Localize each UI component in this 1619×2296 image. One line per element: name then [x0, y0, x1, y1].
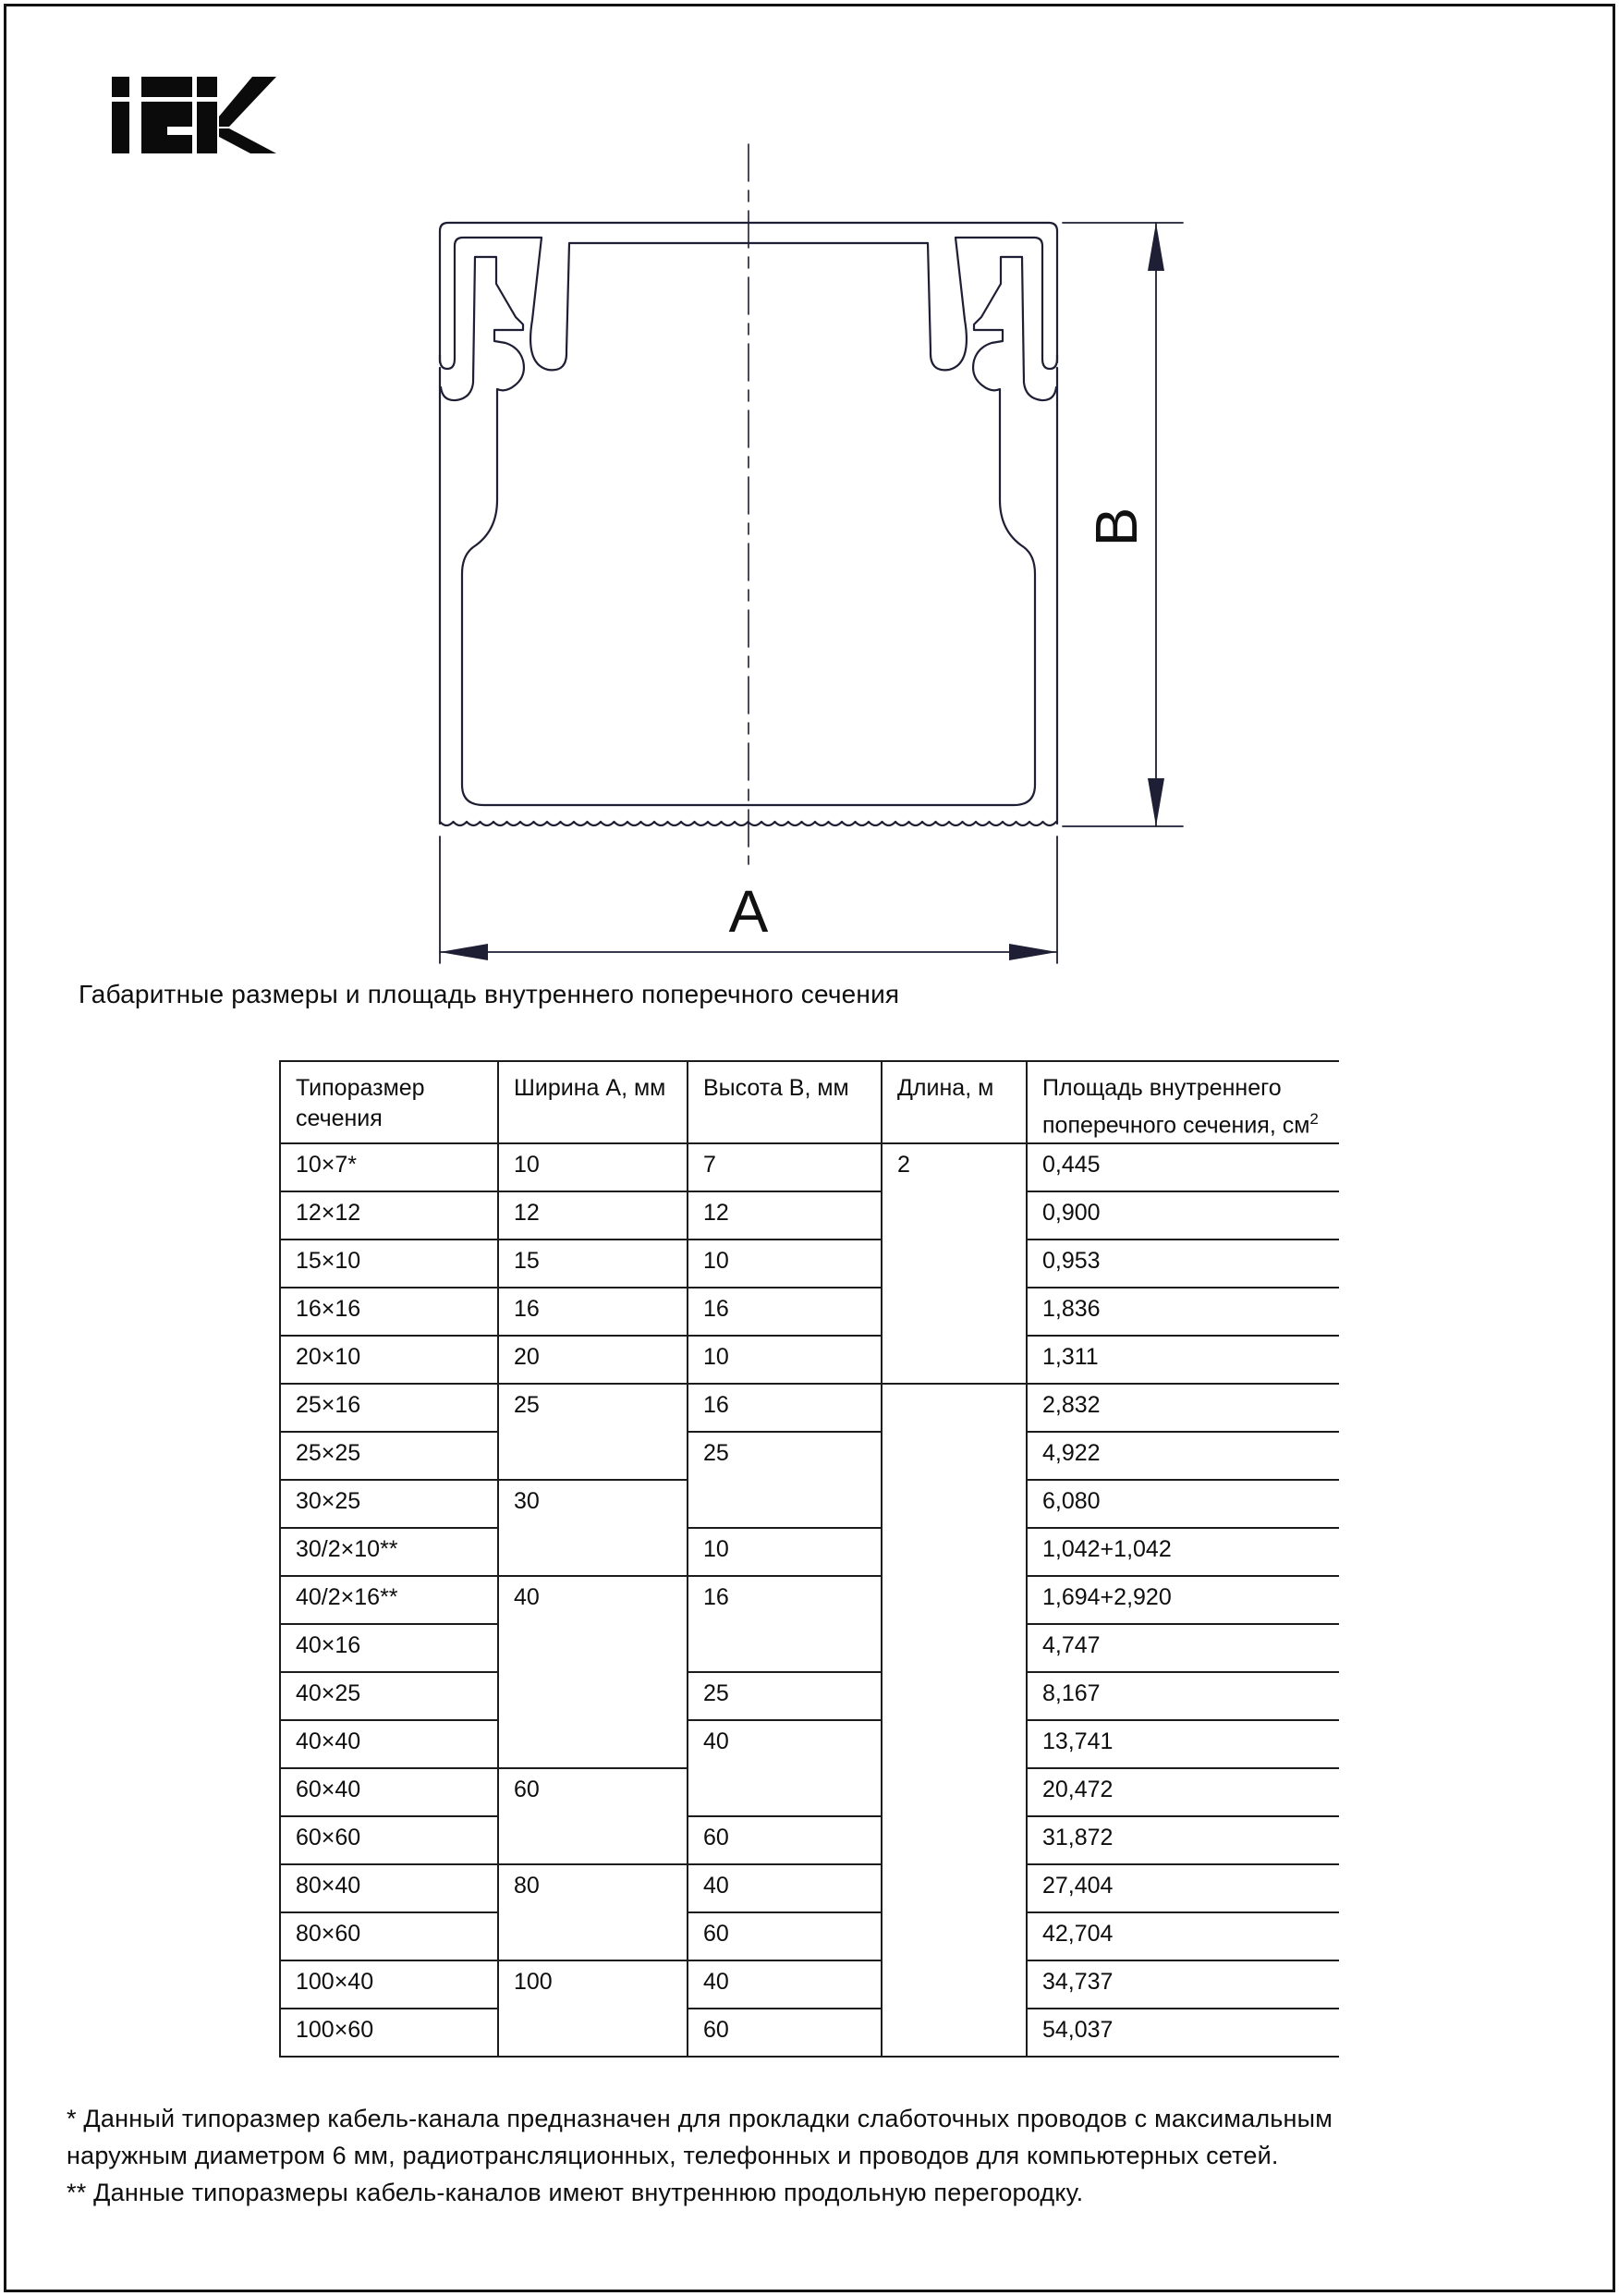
height-cell: 16: [688, 1384, 882, 1432]
area-cell: 6,080: [1027, 1480, 1339, 1528]
size-cell: 20×10: [280, 1336, 498, 1384]
size-cell: 40/2×16**: [280, 1576, 498, 1624]
height-cell: 16: [688, 1288, 882, 1336]
size-cell: 25×25: [280, 1432, 498, 1480]
area-cell: 54,037: [1027, 2009, 1339, 2057]
size-cell: 60×40: [280, 1768, 498, 1816]
area-cell: 20,472: [1027, 1768, 1339, 1816]
table-row: [280, 1191, 1339, 1240]
width-cell: 25: [498, 1384, 688, 1480]
size-cell: 80×60: [280, 1912, 498, 1960]
dimension-a-label: A: [728, 878, 769, 945]
arrowhead-b-bottom: [1148, 778, 1164, 826]
width-cell: 60: [498, 1768, 688, 1864]
header-length: Длина, м: [882, 1061, 1027, 1143]
table-row: [280, 1960, 1339, 2009]
header-area-sup: 2: [1309, 1110, 1319, 1128]
header-size: Типоразмер сечения: [280, 1061, 498, 1143]
table-header: [280, 1061, 1339, 1143]
header-width: Ширина А, мм: [498, 1061, 688, 1143]
dimension-b: [1063, 223, 1183, 826]
table-row: [280, 1576, 1339, 1624]
size-cell: 60×60: [280, 1816, 498, 1864]
height-cell: 25: [688, 1672, 882, 1720]
area-cell: 0,445: [1027, 1143, 1339, 1191]
section-title: Габаритные размеры и площадь внутреннего поперечного сечения: [79, 980, 900, 1008]
length-cell-empty: [882, 1384, 1027, 2057]
height-cell: 40: [688, 1960, 882, 2009]
width-cell: 20: [498, 1336, 688, 1384]
size-cell: 100×60: [280, 2009, 498, 2057]
size-cell: 30×25: [280, 1480, 498, 1528]
logo-e-body: [141, 102, 192, 153]
area-cell: 1,836: [1027, 1288, 1339, 1336]
iek-logo: [92, 65, 291, 162]
table-row: [280, 1528, 1339, 1576]
logo-i-dot: [112, 77, 129, 97]
area-cell: 1,042+1,042: [1027, 1528, 1339, 1576]
table-row: [280, 1720, 1339, 1768]
table-row: [280, 1816, 1339, 1864]
logo-e-top: [141, 77, 192, 97]
width-cell: 16: [498, 1288, 688, 1336]
height-cell: 40: [688, 1864, 882, 1912]
area-cell: 4,747: [1027, 1624, 1339, 1672]
header-row: [280, 1061, 1339, 1143]
size-cell: 40×40: [280, 1720, 498, 1768]
height-cell: 7: [688, 1143, 882, 1191]
width-cell: 40: [498, 1576, 688, 1768]
dimensions-table: [279, 1060, 1339, 2058]
logo-k-stem-top: [197, 77, 217, 97]
table-row: [280, 1432, 1339, 1480]
iek-logo-glyphs: [112, 77, 276, 153]
table-body: [280, 1143, 1339, 2057]
profile-right-half: [749, 223, 1057, 824]
area-cell: 34,737: [1027, 1960, 1339, 2009]
header-area: [1027, 1061, 1339, 1143]
height-cell: 12: [688, 1191, 882, 1240]
height-cell: 60: [688, 1912, 882, 1960]
area-cell: 13,741: [1027, 1720, 1339, 1768]
header-area-text: Площадь внутреннего поперечного сечения, см: [1042, 1075, 1310, 1139]
tooth-left-edge: [441, 257, 475, 400]
area-cell: 0,900: [1027, 1191, 1339, 1240]
table-row: [280, 1336, 1339, 1384]
area-cell: 27,404: [1027, 1864, 1339, 1912]
width-cell: 15: [498, 1240, 688, 1288]
wall-latch-tooth-and-inner-wall: [462, 257, 749, 805]
size-cell: 10×7*: [280, 1143, 498, 1191]
area-cell: 31,872: [1027, 1816, 1339, 1864]
size-cell: 15×10: [280, 1240, 498, 1288]
height-cell: 60: [688, 2009, 882, 2057]
height-cell: 10: [688, 1336, 882, 1384]
length-cell: 2: [882, 1143, 1027, 1384]
area-cell: 8,167: [1027, 1672, 1339, 1720]
footnote-line-2: наружным диаметром 6 мм, радиотрансляционных, телефонных и проводов для компьютерных сетей.: [67, 2142, 1279, 2169]
table-row: [280, 1912, 1339, 1960]
area-cell: 0,953: [1027, 1240, 1339, 1288]
table-row: [280, 1240, 1339, 1288]
arrowhead-a-right: [1009, 944, 1057, 960]
height-cell: 16: [688, 1576, 882, 1672]
arrowhead-b-top: [1148, 223, 1164, 271]
dimension-b-label: B: [1083, 507, 1150, 547]
area-cell: 42,704: [1027, 1912, 1339, 1960]
area-cell: 2,832: [1027, 1384, 1339, 1432]
size-cell: 40×25: [280, 1672, 498, 1720]
width-cell: 80: [498, 1864, 688, 1960]
width-cell: 12: [498, 1191, 688, 1240]
table-row: [280, 1288, 1339, 1336]
table-row: [280, 1143, 1339, 1191]
size-cell: 80×40: [280, 1864, 498, 1912]
height-cell: 60: [688, 1816, 882, 1864]
size-cell: 30/2×10**: [280, 1528, 498, 1576]
size-cell: 40×16: [280, 1624, 498, 1672]
width-cell: 30: [498, 1480, 688, 1576]
header-height: Высота В, мм: [688, 1061, 882, 1143]
logo-k-upper-arm: [219, 77, 276, 127]
footnotes: [67, 2100, 1564, 2211]
width-cell: 100: [498, 1960, 688, 2057]
table-row: [280, 2009, 1339, 2057]
logo-k-lower-arm: [219, 128, 276, 153]
footnote-line-3: ** Данные типоразмеры кабель-каналов имеют внутреннюю продольную перегородку.: [67, 2179, 1084, 2206]
cross-section-diagram: [351, 129, 1257, 980]
profile-left-half: [440, 223, 749, 824]
logo-k-stem-bottom: [197, 102, 217, 153]
footnote-line-1: * Данный типоразмер кабель-канала предназначен для прокладки слаботочных проводов с максимальным: [67, 2105, 1333, 2132]
size-cell: 16×16: [280, 1288, 498, 1336]
area-cell: 4,922: [1027, 1432, 1339, 1480]
size-cell: 100×40: [280, 1960, 498, 2009]
height-cell: 25: [688, 1432, 882, 1528]
logo-i-stem: [112, 102, 129, 153]
table-row: [280, 1672, 1339, 1720]
size-cell: 25×16: [280, 1384, 498, 1432]
arrowhead-a-left: [440, 944, 488, 960]
area-cell: 1,694+2,920: [1027, 1576, 1339, 1624]
table-row: [280, 1384, 1339, 1432]
area-cell: 1,311: [1027, 1336, 1339, 1384]
table-row: [280, 1864, 1339, 1912]
width-cell: 10: [498, 1143, 688, 1191]
height-cell: 10: [688, 1240, 882, 1288]
height-cell: 40: [688, 1720, 882, 1816]
size-cell: 12×12: [280, 1191, 498, 1240]
height-cell: 10: [688, 1528, 882, 1576]
